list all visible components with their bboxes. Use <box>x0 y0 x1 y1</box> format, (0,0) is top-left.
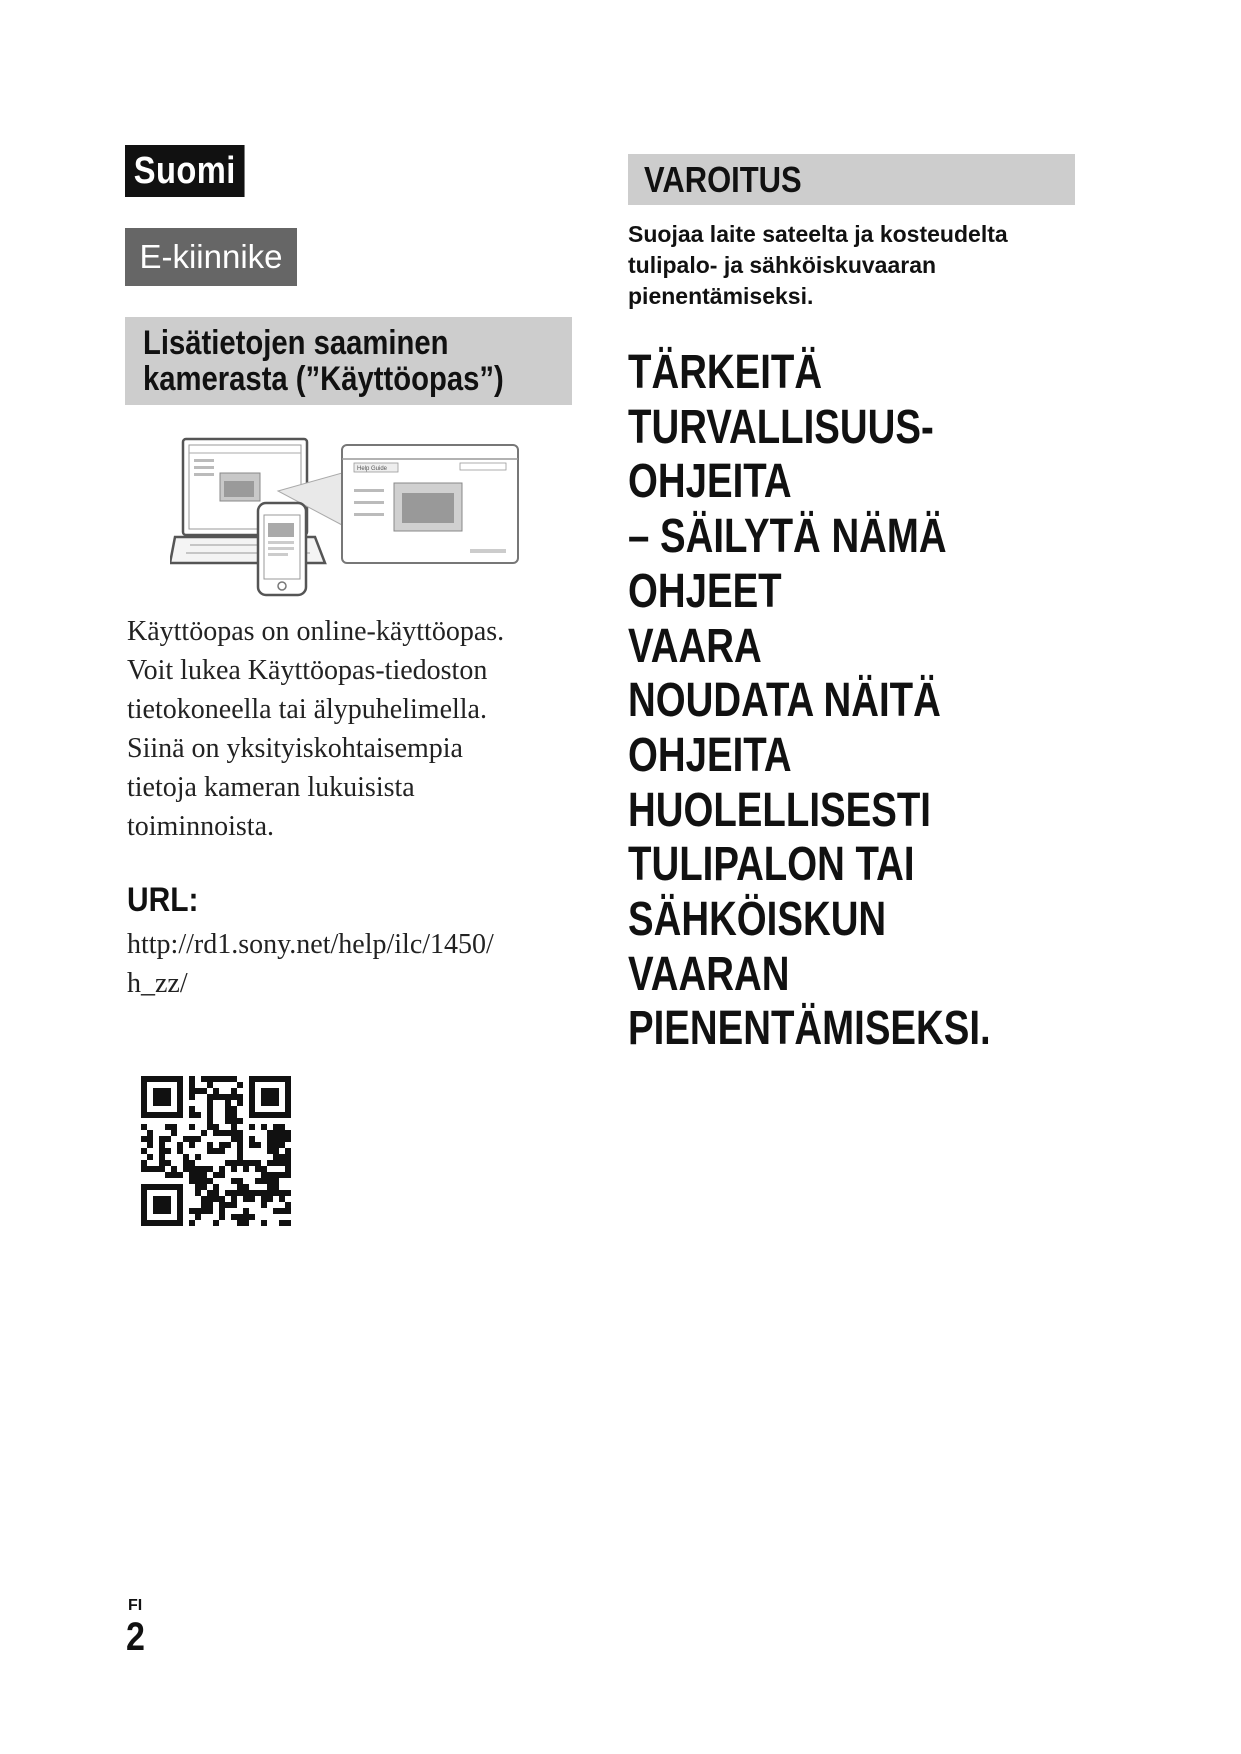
language-tab: Suomi <box>125 145 245 197</box>
qr-code-icon <box>141 1076 291 1226</box>
important-line: NOUDATA NÄITÄ <box>628 674 941 728</box>
important-line: PIENENTÄMISEKSI. <box>628 1002 991 1056</box>
help-guide-illustration <box>170 433 530 603</box>
important-line: SÄHKÖISKUN <box>628 893 887 947</box>
warning-heading-text: VAROITUS <box>644 159 802 200</box>
important-line: TURVALLISUUS- <box>628 400 934 454</box>
body-line: Käyttöopas on online-käyttöopas. <box>127 616 505 647</box>
important-line: OHJEITA <box>628 455 792 509</box>
info-section-heading <box>125 317 572 405</box>
body-line: Siinä on yksityiskohtaisempia <box>127 733 463 764</box>
info-heading-line-2: kamerasta (”Käyttöopas”) <box>143 360 504 398</box>
info-body-text <box>127 612 567 846</box>
mount-tag: E-kiinnike <box>125 228 297 286</box>
important-line: OHJEET <box>628 564 782 618</box>
body-line: Voit lukea Käyttöopas-tiedoston <box>127 655 488 686</box>
body-line: tietokoneella tai älypuhelimella. <box>127 694 487 725</box>
important-line: TÄRKEITÄ <box>628 346 823 399</box>
important-line: – SÄILYTÄ NÄMÄ <box>628 510 947 564</box>
body-line: tietoja kameran lukuisista <box>127 772 415 803</box>
url-line-2: h_zz/ <box>127 968 188 999</box>
url-line-1: http://rd1.sony.net/help/ilc/1450/ <box>127 929 494 960</box>
warning-line: tulipalo- ja sähköiskuvaaran <box>628 252 937 278</box>
important-line: VAARAN <box>628 947 790 1001</box>
important-line: TULIPALON TAI <box>628 838 915 892</box>
url-label: URL: <box>127 881 199 919</box>
page-number: 2 <box>126 1615 145 1659</box>
warning-line: pienentämiseksi. <box>628 283 814 309</box>
warning-line: Suojaa laite sateelta ja kosteudelta <box>628 221 1008 247</box>
body-line: toiminnoista. <box>127 811 274 842</box>
warning-heading <box>628 154 1075 205</box>
info-heading-line-1: Lisätietojen saaminen <box>143 324 449 362</box>
page-language-code: FI <box>128 1597 143 1614</box>
important-line: VAARA <box>628 619 762 673</box>
warning-text <box>628 219 1088 312</box>
help-guide-caption: Help Guide <box>357 466 388 472</box>
important-line: HUOLELLISESTI <box>628 783 931 837</box>
important-line: OHJEITA <box>628 728 792 782</box>
help-url-link[interactable] <box>127 925 494 1003</box>
important-safety-block <box>628 346 1188 1057</box>
